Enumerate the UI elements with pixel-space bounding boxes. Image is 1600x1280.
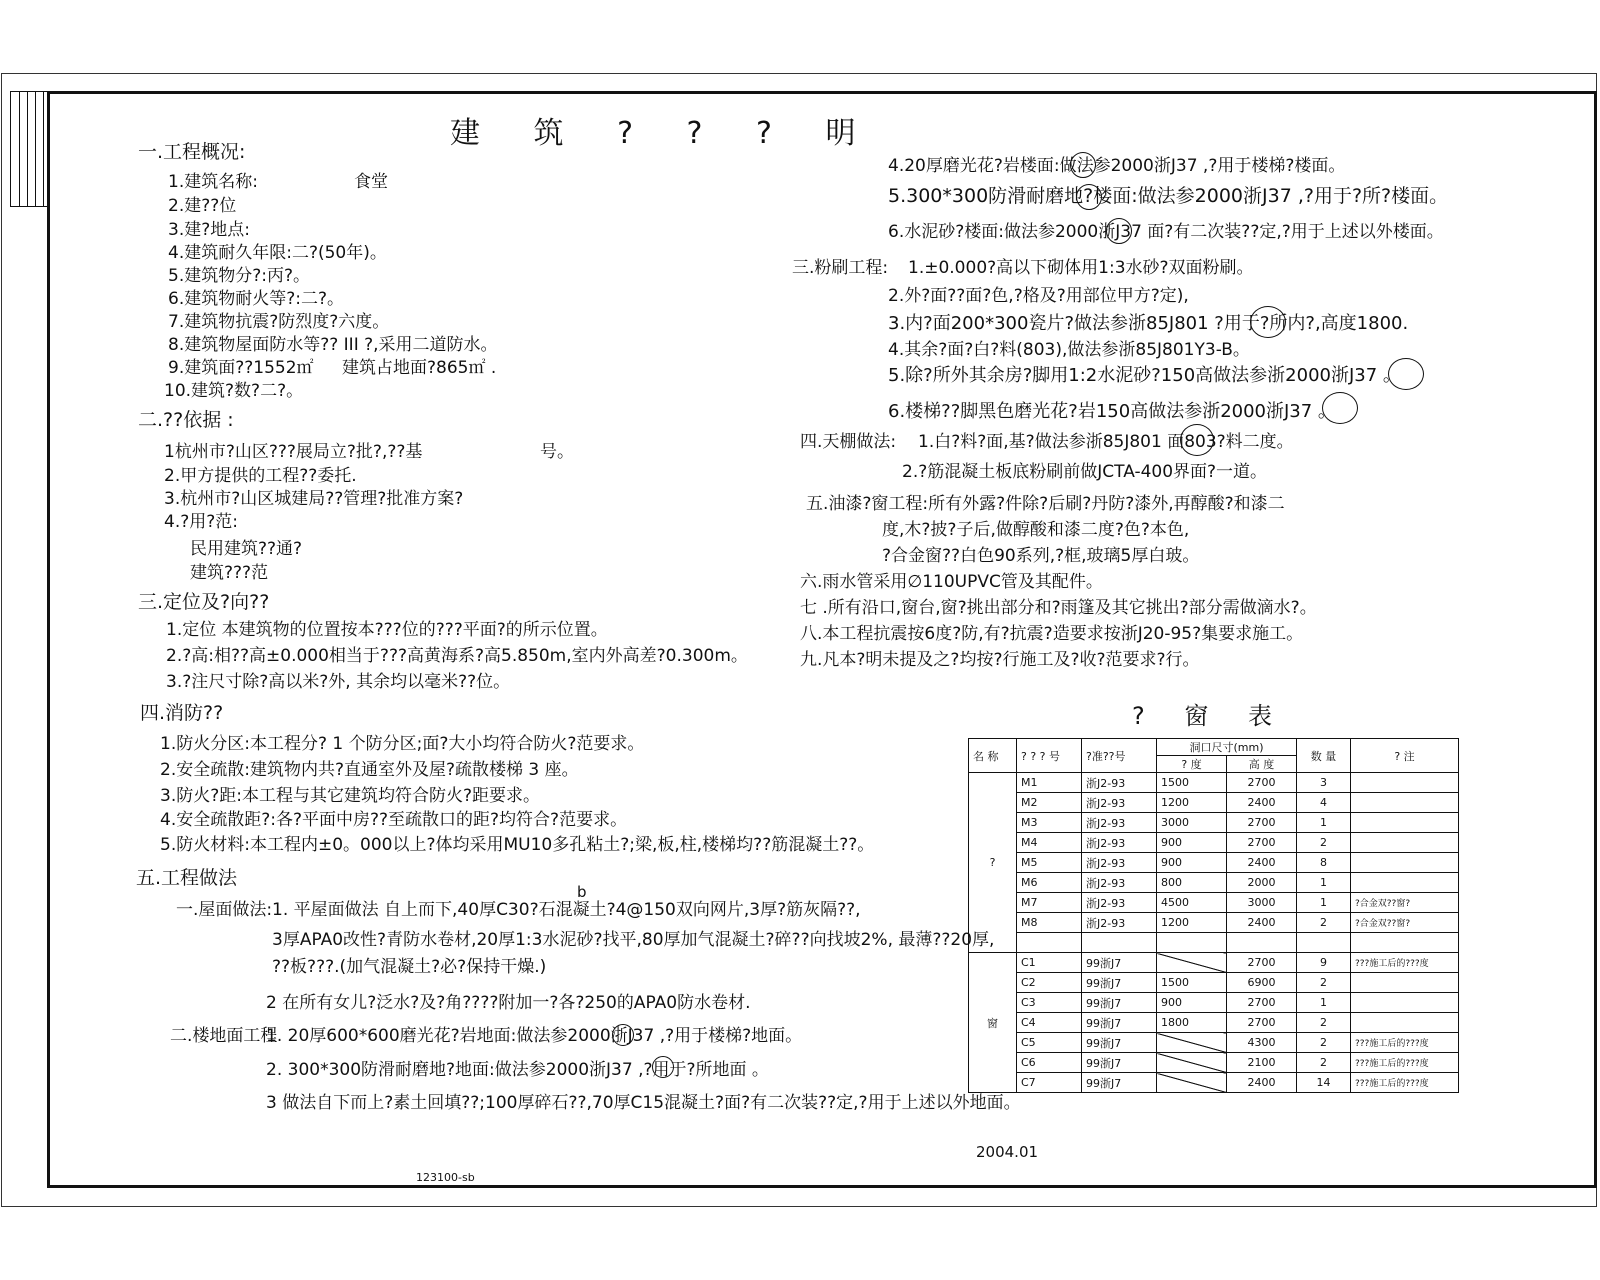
door-window-table-title: ? 窗 表 bbox=[1132, 702, 1288, 730]
approval-number-suffix: 号。 bbox=[540, 442, 574, 462]
s1-item: 6.建筑物耐火等?:二?。 bbox=[168, 289, 344, 309]
table-cell bbox=[1351, 1013, 1459, 1033]
s1-item: 3.建?地点: bbox=[168, 220, 250, 240]
table-row bbox=[969, 793, 1459, 813]
table-row bbox=[969, 1013, 1459, 1033]
s3-item: 3.?注尺寸除?高以米?外, 其余均以毫米??位。 bbox=[166, 672, 511, 692]
table-cell: 1800 bbox=[1157, 1013, 1227, 1033]
table-cell bbox=[1351, 793, 1459, 813]
table-cell: C7 bbox=[1017, 1073, 1082, 1093]
table-cell: 1500 bbox=[1157, 773, 1227, 793]
plaster-item: 1.±0.000?高以下砌体用1:3水砂?双面粉刷。 bbox=[908, 258, 1254, 278]
floor-item: 3 做法自下而上?素土回填??;100厚碎石??,70厚C15混凝土?面?有二次装??定,?用于上述以外地面。 bbox=[266, 1093, 1021, 1113]
table-cell: 1500 bbox=[1157, 973, 1227, 993]
table-cell: 2 bbox=[1297, 1033, 1351, 1053]
table-cell: 浙J2-93 bbox=[1082, 793, 1157, 813]
drawing-code: 123100-sb bbox=[416, 1171, 475, 1184]
s3-item: 1.定位 本建筑物的位置按本???位的???平面?的所示位置。 bbox=[166, 620, 608, 640]
page-title: 建 筑 ? ? ? 明 bbox=[450, 116, 878, 151]
s2-item: 民用建筑??通? bbox=[190, 539, 303, 559]
s1-item: 9.建筑面??1552㎡ bbox=[168, 358, 314, 378]
table-cell: C5 bbox=[1017, 1033, 1082, 1053]
table-cell: 2700 bbox=[1227, 953, 1297, 973]
table-row bbox=[969, 973, 1459, 993]
table-cell: 3000 bbox=[1227, 893, 1297, 913]
table-row bbox=[969, 873, 1459, 893]
table-cell: ???施工后的???度 bbox=[1351, 1073, 1459, 1093]
table-cell bbox=[1297, 933, 1351, 953]
detail-index-circle bbox=[612, 1024, 634, 1046]
table-cell: 1 bbox=[1297, 873, 1351, 893]
table-cell bbox=[1351, 773, 1459, 793]
detail-index-circle bbox=[1076, 184, 1102, 210]
s2-item: 1杭州市?山区???展局立?批?,??基 bbox=[164, 442, 423, 462]
table-row bbox=[969, 833, 1459, 853]
table-cell bbox=[1017, 933, 1082, 953]
table-cell: C1 bbox=[1017, 953, 1082, 973]
table-row bbox=[969, 1073, 1459, 1093]
table-cell: 2 bbox=[1297, 913, 1351, 933]
occupied-area: 建筑占地面?865㎡ . bbox=[342, 358, 497, 378]
s1-item: 2.建??位 bbox=[168, 196, 237, 216]
roof-item: ??板???.(加气混凝土?必?保持干燥.) bbox=[272, 957, 547, 977]
date: 2004.01 bbox=[976, 1143, 1039, 1161]
table-cell bbox=[1157, 1053, 1227, 1073]
floor-item: 1. 20厚600*600磨光花?岩地面:做法参2000浙J37 ,?用于楼梯?地面。 bbox=[266, 1026, 803, 1046]
table-cell bbox=[1351, 853, 1459, 873]
floor-label: 二.楼地面工程 bbox=[170, 1026, 278, 1046]
table-row bbox=[969, 893, 1459, 913]
table-cell: C2 bbox=[1017, 973, 1082, 993]
table-cell: M1 bbox=[1017, 773, 1082, 793]
s2-item: 建筑???范 bbox=[190, 563, 269, 583]
table-cell bbox=[1227, 933, 1297, 953]
table-cell: 99浙J7 bbox=[1082, 973, 1157, 993]
table-cell: M6 bbox=[1017, 873, 1082, 893]
table-cell: 2400 bbox=[1227, 913, 1297, 933]
col-subheader: 高 度 bbox=[1227, 756, 1297, 773]
s4-item: 1.防火分区:本工程分? 1 个防分区;面?大小均符合防火?范要求。 bbox=[160, 734, 645, 754]
table-cell: 99浙J7 bbox=[1082, 1053, 1157, 1073]
s4-item: 3.防火?距:本工程与其它建筑均符合防火?距要求。 bbox=[160, 786, 540, 806]
s4-item: 2.安全疏散:建筑物内共?直通室外及屋?疏散楼梯 3 座。 bbox=[160, 760, 579, 780]
table-cell: 1 bbox=[1297, 893, 1351, 913]
plaster-item: 3.内?面200*300瓷片?做法参浙85J801 ?用于?所内?,高度1800. bbox=[888, 313, 1409, 334]
group-door: ? bbox=[969, 773, 1017, 953]
misc-item: 八.本工程抗震按6度?防,有?抗震?造要求按浙J20-95?集要求施工。 bbox=[800, 624, 1304, 644]
table-cell: 1200 bbox=[1157, 793, 1227, 813]
misc-item: 九.凡本?明未提及之?均按?行施工及?收?范要求?行。 bbox=[800, 650, 1200, 670]
table-cell: 1 bbox=[1297, 993, 1351, 1013]
detail-index-circle bbox=[652, 1056, 674, 1078]
table-cell: 2700 bbox=[1227, 993, 1297, 1013]
section-5-heading: 五.工程做法 bbox=[136, 867, 238, 889]
table-cell bbox=[1351, 813, 1459, 833]
section-1-heading: 一.工程概况: bbox=[138, 141, 246, 163]
table-cell: 浙J2-93 bbox=[1082, 893, 1157, 913]
detail-index-circle bbox=[1180, 424, 1214, 456]
table-cell bbox=[1351, 873, 1459, 893]
table-cell: ???施工后的???度 bbox=[1351, 953, 1459, 973]
table-cell: 2400 bbox=[1227, 853, 1297, 873]
misc-item: 六.雨水管采用∅110UPVC管及其配件。 bbox=[800, 572, 1103, 592]
table-cell: 3 bbox=[1297, 773, 1351, 793]
detail-index-circle bbox=[1070, 152, 1096, 178]
table-cell: 2 bbox=[1297, 1013, 1351, 1033]
table-cell: 2 bbox=[1297, 973, 1351, 993]
table-cell: 99浙J7 bbox=[1082, 1033, 1157, 1053]
table-cell: 2400 bbox=[1227, 1073, 1297, 1093]
s1-item: 7.建筑物抗震?防烈度?六度。 bbox=[168, 312, 390, 332]
table-cell: 2700 bbox=[1227, 773, 1297, 793]
table-row bbox=[969, 773, 1459, 793]
table-cell bbox=[1351, 993, 1459, 1013]
table-cell: 2700 bbox=[1227, 813, 1297, 833]
table-cell: 900 bbox=[1157, 993, 1227, 1013]
floor-item: 6.水泥砂?楼面:做法参2000浙J37 面?有二次装??定,?用于上述以外楼面。 bbox=[888, 222, 1444, 242]
s2-item: 2.甲方提供的工程??委托. bbox=[164, 466, 357, 486]
table-cell: 2000 bbox=[1227, 873, 1297, 893]
table-cell: 9 bbox=[1297, 953, 1351, 973]
table-cell: ?合金双??窗? bbox=[1351, 893, 1459, 913]
section-4-heading: 四.消防?? bbox=[140, 702, 224, 724]
col-header: ?准??号 bbox=[1082, 739, 1157, 773]
s1-item: 5.建筑物分?:丙?。 bbox=[168, 266, 310, 286]
ceiling-item: 2.?筋混凝土板底粉刷前做JCTA-400界面?一道。 bbox=[902, 462, 1268, 482]
table-cell: 4 bbox=[1297, 793, 1351, 813]
table-row bbox=[969, 1053, 1459, 1073]
table-cell: C4 bbox=[1017, 1013, 1082, 1033]
table-cell: 6900 bbox=[1227, 973, 1297, 993]
s2-item: 4.?用?范: bbox=[164, 512, 238, 532]
table-cell: M5 bbox=[1017, 853, 1082, 873]
table-cell bbox=[1082, 933, 1157, 953]
table-row bbox=[969, 913, 1459, 933]
table-cell: 14 bbox=[1297, 1073, 1351, 1093]
table-cell bbox=[1157, 933, 1227, 953]
plaster-item: 4.其余?面?白?料(803),做法参浙85J801Y3-B。 bbox=[888, 340, 1250, 360]
table-cell: ???施工后的???度 bbox=[1351, 1033, 1459, 1053]
floor-item: 5.300*300防滑耐磨地?楼面:做法参2000浙J37 ,?用于?所?楼面。 bbox=[888, 185, 1449, 207]
table-cell: M8 bbox=[1017, 913, 1082, 933]
table-cell bbox=[1351, 933, 1459, 953]
section-2-heading: 二.??依据 : bbox=[138, 409, 234, 431]
table-cell: 2700 bbox=[1227, 833, 1297, 853]
table-cell: M2 bbox=[1017, 793, 1082, 813]
plaster-item: 6.楼梯??脚黑色磨光花?岩150高做法参浙2000浙J37 。 bbox=[888, 401, 1336, 422]
s4-item: 5.防火材料:本工程内±0。000以上?体均采用MU10多孔粘土?;梁,板,柱,楼梯均??筋混凝土??。 bbox=[160, 835, 875, 855]
table-header-row bbox=[969, 739, 1459, 756]
table-cell: 2700 bbox=[1227, 1013, 1297, 1033]
s1-item: 8.建筑物屋面防水等?? III ?,采用二道防水。 bbox=[168, 335, 498, 355]
col-header: ? ? ? 号 bbox=[1017, 739, 1082, 773]
table-cell: M3 bbox=[1017, 813, 1082, 833]
table-cell bbox=[1351, 973, 1459, 993]
table-cell bbox=[1157, 1033, 1227, 1053]
table-cell: 2100 bbox=[1227, 1053, 1297, 1073]
table-cell: ???施工后的???度 bbox=[1351, 1053, 1459, 1073]
floor-item: 2. 300*300防滑耐磨地?地面:做法参2000浙J37 ,?用于?所地面 。 bbox=[266, 1060, 769, 1080]
col-header: 数 量 bbox=[1297, 739, 1351, 773]
plaster-label: 三.粉刷工程: bbox=[792, 258, 889, 278]
table-cell: 800 bbox=[1157, 873, 1227, 893]
table-cell: 浙J2-93 bbox=[1082, 813, 1157, 833]
table-cell: 99浙J7 bbox=[1082, 993, 1157, 1013]
s3-item: 2.?高:相??高±0.000相当于???高黄海系?高5.850m,室内外高差?0.300m。 bbox=[166, 646, 748, 666]
table-cell: 4500 bbox=[1157, 893, 1227, 913]
table-cell: 浙J2-93 bbox=[1082, 773, 1157, 793]
s1-item: 10.建筑?数?二?。 bbox=[164, 381, 304, 401]
roof-label: 一.屋面做法: bbox=[176, 900, 273, 920]
roof-item: 1. 平屋面做法 自上而下,40厚C30?石混凝土?4@150双向网片,3厚?筋灰隔??, bbox=[272, 900, 861, 920]
table-row bbox=[969, 1033, 1459, 1053]
ceiling-label: 四.天棚做法: bbox=[800, 432, 897, 452]
table-row bbox=[969, 933, 1459, 953]
paint-item: ?合金窗??白色90系列,?框,玻璃5厚白玻。 bbox=[882, 546, 1200, 566]
s2-item: 3.杭州市?山区城建局??管理?批准方案? bbox=[164, 489, 464, 509]
table-row bbox=[969, 853, 1459, 873]
table-cell: 8 bbox=[1297, 853, 1351, 873]
table-cell: 浙J2-93 bbox=[1082, 833, 1157, 853]
door-window-table bbox=[968, 738, 1459, 1093]
table-cell: 浙J2-93 bbox=[1082, 913, 1157, 933]
table-cell: 99浙J7 bbox=[1082, 953, 1157, 973]
floor-item: 4.20厚磨光花?岩楼面:做法参2000浙J37 ,?用于楼梯?楼面。 bbox=[888, 156, 1346, 176]
table-row bbox=[969, 813, 1459, 833]
group-window: 窗 bbox=[969, 953, 1017, 1093]
table-cell bbox=[1157, 953, 1227, 973]
table-cell: 4300 bbox=[1227, 1033, 1297, 1053]
table-cell: M7 bbox=[1017, 893, 1082, 913]
ceiling-item: 1.白?料?面,基?做法参浙85J801 面803?料二度。 bbox=[918, 432, 1294, 452]
table-cell bbox=[1351, 833, 1459, 853]
paint-item: 度,木?披?子后,做醇酸和漆二度?色?本色, bbox=[882, 520, 1190, 540]
misc-item: 七 .所有沿口,窗台,窗?挑出部分和?雨篷及其它挑出?部分需做滴水?。 bbox=[800, 598, 1317, 618]
table-cell: 2 bbox=[1297, 1053, 1351, 1073]
table-cell: 浙J2-93 bbox=[1082, 853, 1157, 873]
table-cell: C6 bbox=[1017, 1053, 1082, 1073]
s1-item: 1.建筑名称: bbox=[168, 172, 258, 192]
table-cell: 1200 bbox=[1157, 913, 1227, 933]
plaster-item: 5.除?所外其余房?脚用1:2水泥砂?150高做法参浙2000浙J37 。 bbox=[888, 365, 1401, 386]
table-row bbox=[969, 993, 1459, 1013]
plaster-item: 2.外?面??面?色,?格及?用部位甲方?定), bbox=[888, 286, 1189, 306]
s4-item: 4.安全疏散距?:各?平面中房??至疏散口的距?均符合?范要求。 bbox=[160, 810, 628, 830]
detail-index-circle bbox=[1388, 358, 1424, 390]
s1-item: 4.建筑耐久年限:二?(50年)。 bbox=[168, 243, 387, 263]
detail-index-circle bbox=[1322, 392, 1358, 424]
binding-strip bbox=[10, 91, 48, 207]
table-cell: 1 bbox=[1297, 813, 1351, 833]
table-cell: 2 bbox=[1297, 833, 1351, 853]
table-cell: 99浙J7 bbox=[1082, 1073, 1157, 1093]
detail-index-circle bbox=[1250, 306, 1286, 338]
table-cell: 浙J2-93 bbox=[1082, 873, 1157, 893]
table-cell: 900 bbox=[1157, 853, 1227, 873]
table-cell: C3 bbox=[1017, 993, 1082, 1013]
col-header: 洞口尺寸(mm) bbox=[1157, 739, 1297, 756]
paint-item: 五.油漆?窗工程:所有外露?件除?后刷?丹防?漆外,再醇酸?和漆二 bbox=[806, 494, 1285, 514]
table-cell: 2400 bbox=[1227, 793, 1297, 813]
table-cell: M4 bbox=[1017, 833, 1082, 853]
col-subheader: ? 度 bbox=[1157, 756, 1227, 773]
roof-item: 2 在所有女儿?泛水?及?角????附加一?各?250的APA0防水卷材. bbox=[266, 993, 751, 1013]
table-row bbox=[969, 953, 1459, 973]
table-cell: 900 bbox=[1157, 833, 1227, 853]
table-cell bbox=[1157, 1073, 1227, 1093]
table-cell: 99浙J7 bbox=[1082, 1013, 1157, 1033]
building-name-value: 食堂 bbox=[354, 172, 388, 192]
section-3-heading: 三.定位及?向?? bbox=[138, 591, 270, 613]
table-cell: 3000 bbox=[1157, 813, 1227, 833]
col-header: ? 注 bbox=[1351, 739, 1459, 773]
table-cell: ?合金双??窗? bbox=[1351, 913, 1459, 933]
stray-mark: b bbox=[577, 883, 587, 901]
roof-item: 3厚APA0改性?青防水卷材,20厚1:3水泥砂?找平,80厚加气混凝土?碎??向找坡2%, 最薄??20厚, bbox=[272, 930, 995, 950]
col-header: 名 称 bbox=[969, 739, 1017, 773]
detail-index-circle bbox=[1106, 218, 1132, 244]
